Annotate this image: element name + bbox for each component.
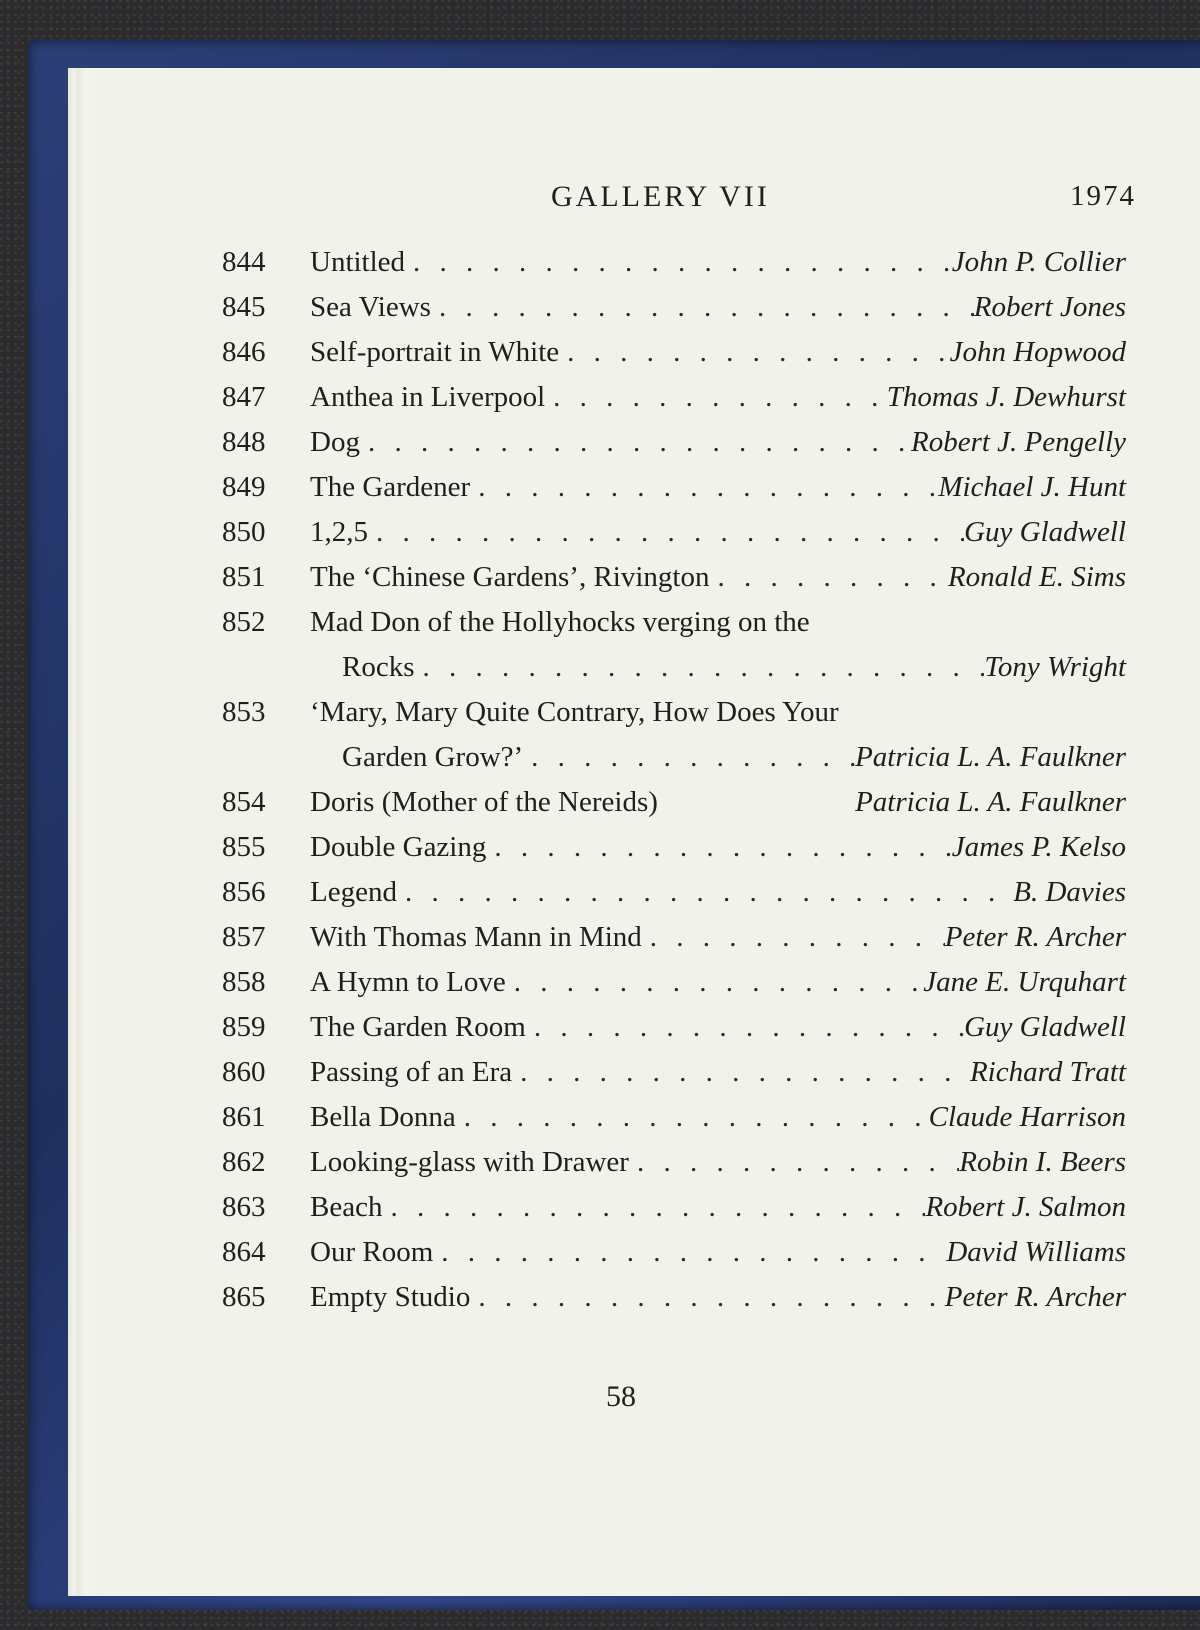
leader-dots <box>506 960 924 1005</box>
entry-artist: Guy Gladwell <box>964 516 1126 548</box>
entry-number: 856 <box>222 876 266 908</box>
entry-artist: Richard Tratt <box>969 1056 1126 1088</box>
catalogue-entry-862 <box>222 1140 1126 1185</box>
entry-number: 863 <box>222 1191 266 1223</box>
entry-title-line1: Mad Don of the Hollyhocks verging on the <box>310 606 810 638</box>
entry-artist: Jane E. Urquhart <box>923 966 1126 998</box>
catalogue-entry-854 <box>222 780 1126 825</box>
leader-dots <box>433 1230 946 1275</box>
entry-title: The Gardener <box>310 471 471 503</box>
catalogue-entry-853 <box>222 690 1126 780</box>
entry-artist: Thomas J. Dewhurst <box>886 381 1126 413</box>
catalogue-entry-857 <box>222 915 1126 960</box>
leader-dots <box>405 240 952 285</box>
entry-title: Self-portrait in White <box>310 336 560 368</box>
entry-number: 845 <box>222 291 266 323</box>
catalogue-entry-861 <box>222 1095 1126 1140</box>
entry-title: The Garden Room <box>310 1011 526 1043</box>
entry-artist: Claude Harrison <box>928 1101 1126 1133</box>
entry-title: The ‘Chinese Gardens’, Rivington <box>310 561 710 593</box>
catalogue-entry-855 <box>222 825 1126 870</box>
entry-number: 848 <box>222 426 266 458</box>
entry-number: 855 <box>222 831 266 863</box>
entry-title: Bella Donna <box>310 1101 456 1133</box>
leader-dots <box>629 1140 959 1185</box>
catalogue-entry-846 <box>222 330 1126 375</box>
entry-artist: John P. Collier <box>951 246 1126 278</box>
catalogue-entry-850 <box>222 510 1126 555</box>
entry-title: Double Gazing <box>310 831 487 863</box>
entry-title: Passing of an Era <box>310 1056 513 1088</box>
leader-dots <box>545 375 887 420</box>
entry-number: 854 <box>222 786 266 818</box>
entry-title: Looking-glass with Drawer <box>310 1146 629 1178</box>
leader-dots <box>456 1095 929 1140</box>
entry-number: 853 <box>222 696 266 728</box>
entry-title: Doris (Mother of the Nereids) <box>310 786 658 818</box>
leader-dots <box>642 915 945 960</box>
entry-number: 849 <box>222 471 266 503</box>
leader-dots <box>360 420 911 465</box>
leader-dots <box>486 825 951 870</box>
entry-number: 847 <box>222 381 266 413</box>
entry-number: 857 <box>222 921 266 953</box>
catalogue-entry-864 <box>222 1230 1126 1275</box>
entry-number: 844 <box>222 246 266 278</box>
entry-artist: Patricia L. A. Faulkner <box>855 741 1126 773</box>
entry-artist: Robert J. Salmon <box>925 1191 1126 1223</box>
leader-dots <box>526 1005 964 1050</box>
entry-title-line1: ‘Mary, Mary Quite Contrary, How Does Your <box>310 696 839 728</box>
entry-title: 1,2,5 <box>310 516 368 548</box>
entry-title-line2: Rocks <box>342 651 415 683</box>
entry-artist: Peter R. Archer <box>944 1281 1126 1313</box>
entry-title: Sea Views <box>310 291 431 323</box>
entry-artist: John Hopwood <box>949 336 1126 368</box>
entry-number: 846 <box>222 336 266 368</box>
entry-artist: Patricia L. A. Faulkner <box>855 786 1126 818</box>
entry-artist: David Williams <box>946 1236 1126 1268</box>
catalogue-entry-849 <box>222 465 1126 510</box>
gallery-title: GALLERY VII <box>551 180 770 213</box>
leader-dots <box>397 870 1013 915</box>
catalogue-entry-844 <box>222 240 1126 285</box>
catalogue-entry-859 <box>222 1005 1126 1050</box>
entry-artist: Robert Jones <box>973 291 1126 323</box>
catalogue-entry-863 <box>222 1185 1126 1230</box>
entry-artist: James P. Kelso <box>951 831 1126 863</box>
entry-number: 858 <box>222 966 266 998</box>
leader-dots <box>470 1275 944 1320</box>
leader-dots <box>431 285 974 330</box>
entry-title: A Hymn to Love <box>310 966 506 998</box>
catalogue-entry-856 <box>222 870 1126 915</box>
entry-artist: B. Davies <box>1013 876 1126 908</box>
entry-artist: Ronald E. Sims <box>947 561 1126 593</box>
entry-number: 851 <box>222 561 266 593</box>
catalogue-entry-845 <box>222 285 1126 330</box>
catalogue-entry-851 <box>222 555 1126 600</box>
entry-title: With Thomas Mann in Mind <box>310 921 642 953</box>
catalogue-list <box>222 240 1126 1320</box>
entry-title-line2: Garden Grow?’ <box>342 741 524 773</box>
entry-artist: Tony Wright <box>984 651 1126 683</box>
page-number: 58 <box>606 1380 636 1413</box>
leader-dots <box>512 1050 970 1095</box>
entry-title: Beach <box>310 1191 383 1223</box>
entry-title: Empty Studio <box>310 1281 471 1313</box>
entry-number: 860 <box>222 1056 266 1088</box>
entry-number: 852 <box>222 606 266 638</box>
catalogue-entry-847 <box>222 375 1126 420</box>
catalogue-page <box>96 70 1200 1596</box>
entry-number: 861 <box>222 1101 266 1133</box>
entry-title: Legend <box>310 876 397 908</box>
entry-number: 862 <box>222 1146 266 1178</box>
leader-dots <box>523 735 855 780</box>
leader-dots <box>559 330 949 375</box>
catalogue-entry-860 <box>222 1050 1126 1095</box>
leader-dots <box>470 465 938 510</box>
leader-dots <box>382 1185 925 1230</box>
entry-artist: Guy Gladwell <box>964 1011 1126 1043</box>
entry-number: 865 <box>222 1281 266 1313</box>
leader-dots <box>709 555 947 600</box>
year: 1974 <box>1070 180 1136 212</box>
entry-number: 850 <box>222 516 266 548</box>
entry-title: Untitled <box>310 246 406 278</box>
leader-dots <box>368 510 964 555</box>
entry-number: 864 <box>222 1236 266 1268</box>
running-head <box>96 180 1200 220</box>
entry-title: Our Room <box>310 1236 434 1268</box>
leader-dots <box>415 645 985 690</box>
entry-artist: Michael J. Hunt <box>938 471 1126 503</box>
catalogue-entry-848 <box>222 420 1126 465</box>
entry-title: Anthea in Liverpool <box>310 381 546 413</box>
entry-artist: Robert J. Pengelly <box>911 426 1126 458</box>
entry-title: Dog <box>310 426 360 458</box>
entry-number: 859 <box>222 1011 266 1043</box>
entry-artist: Robin I. Beers <box>959 1146 1126 1178</box>
catalogue-entry-852 <box>222 600 1126 690</box>
entry-artist: Peter R. Archer <box>944 921 1126 953</box>
catalogue-entry-858 <box>222 960 1126 1005</box>
catalogue-entry-865 <box>222 1275 1126 1320</box>
